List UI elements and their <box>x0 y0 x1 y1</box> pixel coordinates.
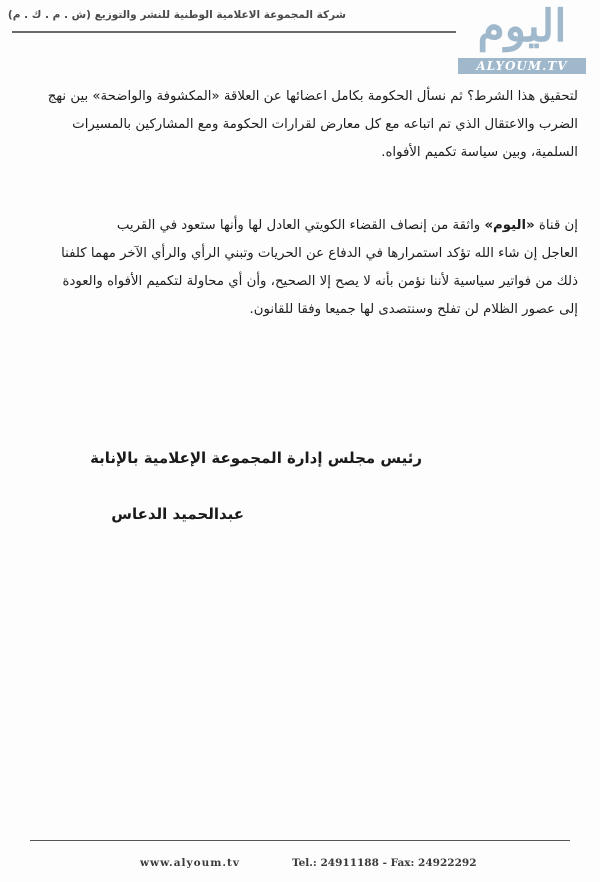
paragraph-line: السلمية، وبين سياسة تكميم الأفواه. <box>381 145 578 160</box>
paragraph-line: الضرب والاعتقال الذي تم اتباعه مع كل معارض لقرارات الحكومة ومع المشاركين بالمسيرات <box>72 117 578 132</box>
signatory-name: عبدالحميد الدعاس <box>111 505 244 523</box>
alyoum-logo <box>456 2 588 76</box>
channel-name: «اليوم» <box>484 218 535 233</box>
header-divider <box>12 31 456 33</box>
paragraph-line <box>30 212 578 240</box>
line-suffix: واثقة من إنصاف القضاء الكويتي العادل لها وأنها ستعود في القريب <box>116 218 485 233</box>
logo-latin-text: ALYOUM.TV <box>458 58 586 74</box>
footer-website: www.alyoum.tv <box>140 857 240 869</box>
footer-contact: Tel.: 24911188 - Fax: 24922292 <box>292 857 477 869</box>
footer-divider <box>30 840 570 841</box>
paragraph-line: ذلك من فواتير سياسية لأننا نؤمن بأنه لا يصح إلا الصحيح، وأن أي محاولة لتكميم الأفواه والعودة <box>62 274 578 289</box>
paragraph-1 <box>30 83 578 167</box>
signatory-title: رئيس مجلس إدارة المجموعة الإعلامية بالإنابة <box>90 449 422 467</box>
paragraph-2 <box>30 212 578 324</box>
paragraph-line: العاجل إن شاء الله تؤكد استمرارها في الدفاع عن الحريات وتبني الرأي والرأي الآخر مهما كلفنا <box>61 246 578 261</box>
logo-arabic-text: اليوم <box>477 1 567 52</box>
line-prefix: إن قناة <box>534 218 578 233</box>
company-name: شركة المجموعة الاعلامية الوطنية للنشر والتوزيع (ش . م . ك . م) <box>7 9 346 21</box>
paragraph-line: لتحقيق هذا الشرط؟ ثم نسأل الحكومة بكامل اعضائها عن العلاقة «المكشوفة والواضحة» بين نهج <box>47 89 578 104</box>
paragraph-line: إلى عصور الظلام لن تفلح وسنتصدى لها جميعا وفقا للقانون. <box>249 302 578 317</box>
